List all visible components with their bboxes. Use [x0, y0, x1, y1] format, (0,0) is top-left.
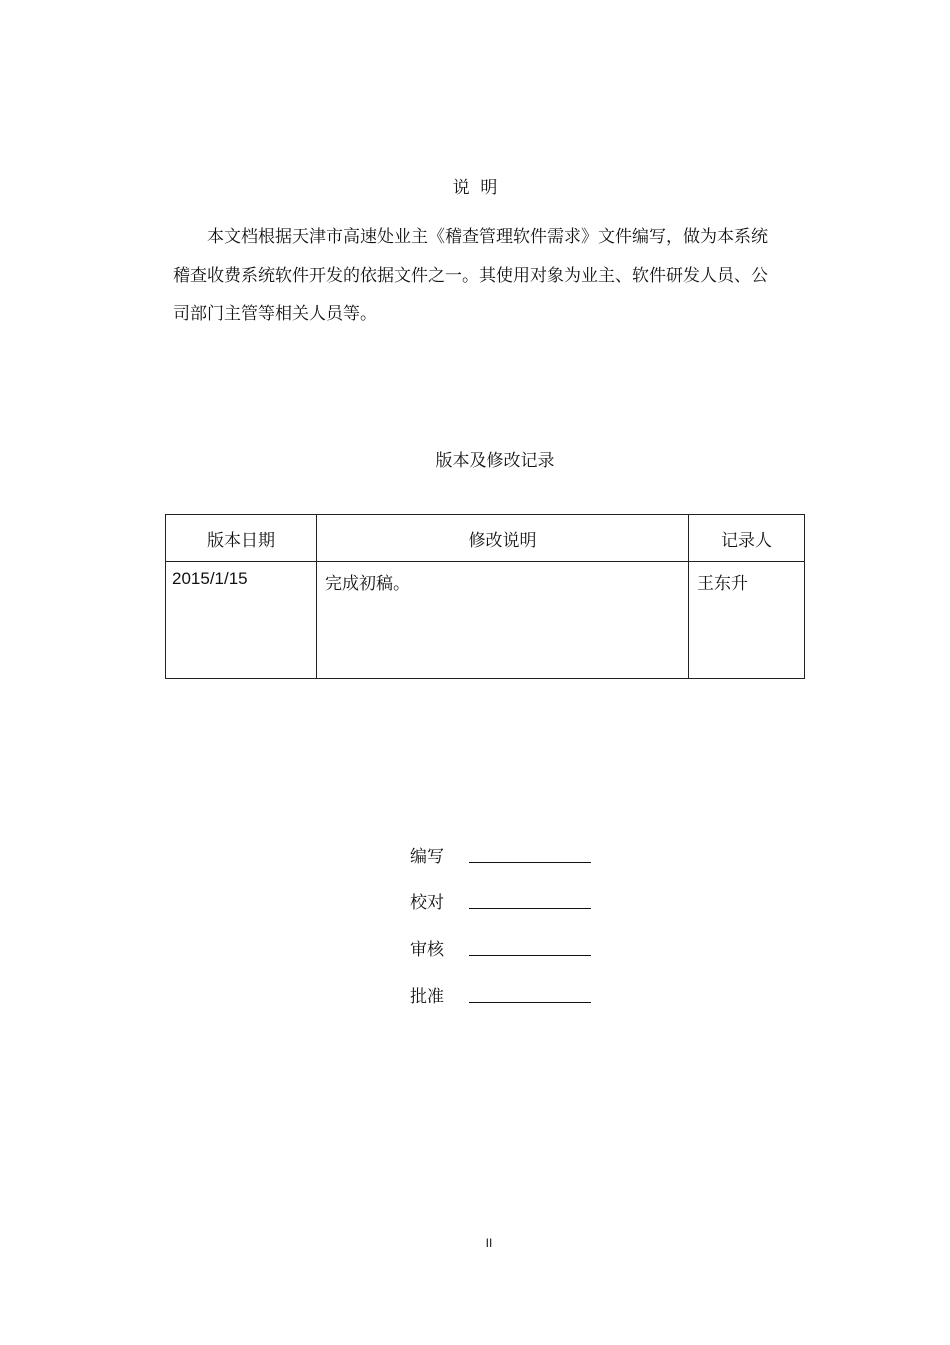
page-number: II	[485, 1236, 493, 1250]
cell-version-date: 2015/1/15	[166, 562, 317, 679]
version-table	[165, 514, 805, 679]
header-change-description: 修改说明	[317, 515, 689, 562]
intro-text: 本文档根据天津市高速处业主《稽查管理软件需求》文件编写，做为本系统稽查收费系统软件开发的依据文件之一。其使用对象为业主、软件研发人员、公司部门主管等相关人员等。	[173, 227, 768, 324]
table-row	[166, 562, 805, 679]
signoff-label: 批准	[410, 987, 444, 1007]
intro-paragraph	[173, 218, 773, 334]
signoff-label: 编写	[410, 847, 444, 867]
header-recorder: 记录人	[689, 515, 805, 562]
header-version-date: 版本日期	[166, 515, 317, 562]
signoff-row-review	[410, 935, 610, 965]
signature-line	[469, 862, 591, 863]
doc-title: 说 明	[452, 178, 498, 198]
signoff-row-approve	[410, 982, 610, 1012]
signoff-label: 审核	[410, 940, 444, 960]
version-section-title: 版本及修改记录	[435, 451, 555, 471]
cell-change-description: 完成初稿。	[317, 562, 689, 679]
table-header-row	[166, 515, 805, 562]
signature-line	[469, 1002, 591, 1003]
signoff-row-author	[410, 842, 610, 872]
signoff-row-proofread	[410, 888, 610, 918]
signature-line	[469, 955, 591, 956]
signature-line	[469, 908, 591, 909]
signoff-label: 校对	[410, 893, 444, 913]
cell-recorder: 王东升	[689, 562, 805, 679]
